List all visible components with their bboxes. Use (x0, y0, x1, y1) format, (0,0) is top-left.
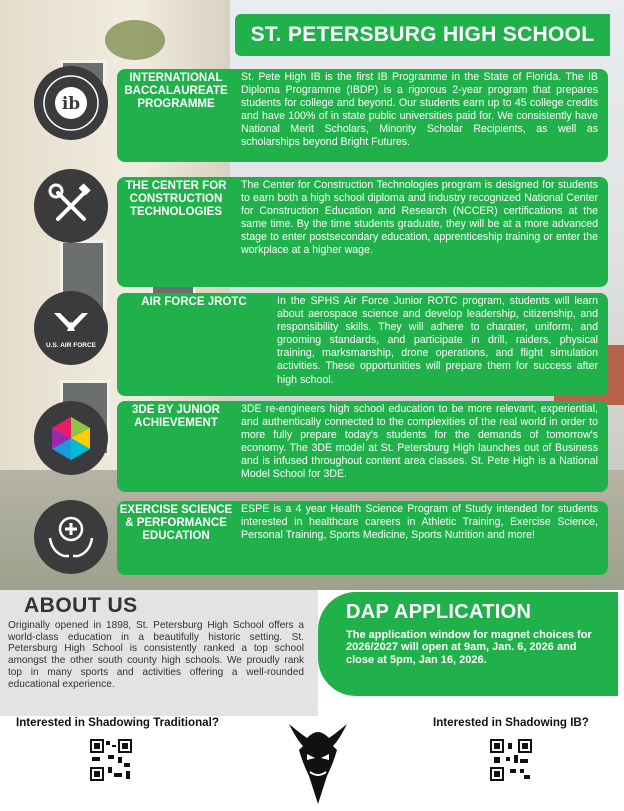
about-us-text: Originally opened in 1898, St. Petersburg High School offers a world-class education in a beautifully historic setting. St. Petersburg High School is consistently ranked a top school amongst the other south county high schools. We proudly rank top in many sports and activities offering a well-rounded educational experience. (8, 620, 304, 690)
program-title: 3DE BY JUNIOR ACHIEVEMENT (132, 404, 220, 429)
program-card-espe (117, 501, 608, 575)
program-description: ESPE is a 4 year Health Science Program of Study intended for students interested in healthcare careers in Athletic Training, Exercise Science, Personal Training, Sports Medicine, Sports Nutrition and more! (241, 503, 598, 542)
svg-text:ib: ib (61, 94, 81, 114)
program-card-construction (117, 177, 608, 287)
program-description: 3DE re-engineers high school education to be more relevant, experiential, and authentically connected to the complexities of the real world in order to more fully prepare today's students for the demands of tomorrow's economy. The 3DE model at St. Petersburg High launches out of Business and is infused throughout content area classes. St. Pete High is a National Model School for 3DE. (241, 403, 598, 481)
qr-code-traditional[interactable] (90, 739, 132, 781)
shadow-ib-label: Interested in Shadowing IB? (433, 716, 589, 729)
program-card-3de (117, 401, 608, 492)
3de-cube-icon (34, 401, 108, 475)
about-us-heading: ABOUT US (24, 594, 138, 617)
program-description: The Center for Construction Technologies program is designed for students to earn both a high school diploma and industry recognized National Center for Construction Education and Research (NCCER) certifications at the same time. By the time students graduate, they will be at a more advanced stage to enter postsecondary education, apprenticeship training or enter the workplace at a higher wage. (241, 179, 598, 257)
dap-text: The application window for magnet choices for 2026/2027 will open at 9am, Jan. 6, 2026 and close at 5pm, Jan 16, 2026. (346, 629, 592, 666)
program-title: THE CENTER FOR CONSTRUCTION TECHNOLOGIES (125, 180, 227, 218)
program-description: In the SPHS Air Force Junior ROTC program, students will learn about aerospace science and develop leadership, citizenship, and responsibility skills. They will adhere to charater, uniform, and grooming standards, and participate in drill, raiders, physical training, marksmanship, drone operations, and flight simulation activities. These opportunities will prepare them for success after high school. (277, 295, 598, 386)
dap-heading: DAP APPLICATION (346, 601, 532, 623)
us-air-force-icon (34, 291, 108, 365)
program-description: St. Pete High IB is the first IB Programme in the State of Florida. The IB Diploma Programme (IBDP) is a rigorous 2-year program that prepares students for college and beyond. Our students earn up to 45 college credits and have 100% of in state public universities paid for. We consistently have National Merit Scholars, Minority Scholar Recipients, as well as scholarships beyond Bright Futures. (241, 71, 598, 149)
program-title: INTERNATIONAL BACCALAUREATE PROGRAMME (124, 72, 228, 110)
program-title: EXERCISE SCIENCE & PERFORMANCE EDUCATION (119, 504, 233, 542)
school-title-banner (235, 14, 610, 56)
devil-mascot-logo (285, 720, 351, 806)
program-title: AIR FORCE JROTC (141, 296, 247, 308)
dap-application-section (318, 592, 618, 696)
shadow-traditional-label: Interested in Shadowing Traditional? (16, 716, 219, 729)
tools-icon (34, 169, 108, 243)
program-card-ib (117, 69, 608, 162)
health-hands-icon (34, 500, 108, 574)
about-us-section (0, 590, 318, 716)
ib-logo-icon (34, 66, 108, 140)
air-force-label: U.S. AIR FORCE (46, 342, 96, 349)
program-card-jrotc (117, 293, 608, 396)
school-title: ST. PETERSBURG HIGH SCHOOL (250, 23, 595, 46)
qr-code-ib[interactable] (490, 739, 532, 781)
